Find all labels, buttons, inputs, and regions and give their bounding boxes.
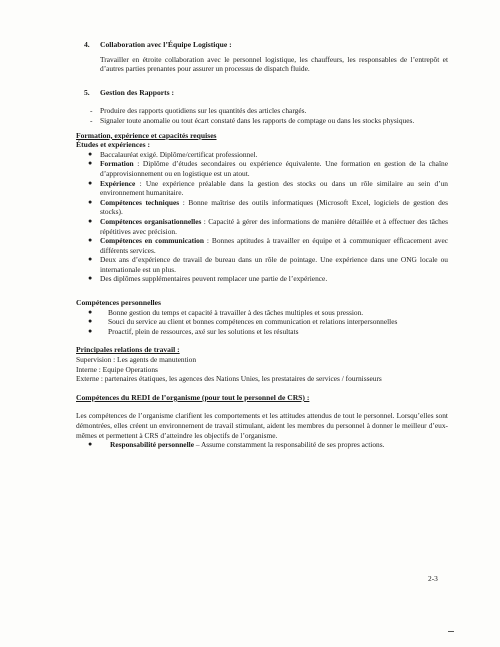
personal-skills-list xyxy=(88,308,448,337)
item-label: Responsabilité personnelle xyxy=(110,440,194,450)
bullet-icon: ● xyxy=(88,149,93,158)
item-text: : Diplôme d’études secondaires ou expérience équivalente. Une formation en gestion de la chaîne d’approvisionnement ou en logistique est un atout. xyxy=(100,159,448,178)
section-5-title: Gestion des Rapports : xyxy=(100,87,175,97)
bullet-icon: ● xyxy=(88,216,93,225)
formation-list xyxy=(88,150,448,284)
relations-line: Interne : Equipe Operations xyxy=(76,364,158,374)
relations-line: Externe : partenaires étatiques, les agences des Nations Unies, les prestataires de services / fournisseurs xyxy=(76,374,382,384)
bullet-icon: ● xyxy=(88,255,93,264)
list-item xyxy=(88,150,448,160)
list-item xyxy=(88,274,448,284)
item-text: Baccalauréat exigé. Diplôme/certificat professionnel. xyxy=(100,149,258,159)
list-item xyxy=(88,327,448,337)
item-text: – Assume constamment la responsabilité de ses propres actions. xyxy=(193,440,385,450)
list-item xyxy=(88,317,448,327)
item-text: Deux ans d’expérience de travail de bureau dans un rôle de pointage. Une expérience dans une ONG locale ou internationale est un plus. xyxy=(100,255,448,274)
list-item-text: Signaler toute anomalie ou tout écart constaté dans les rapports de comptage ou dans les stocks physiques. xyxy=(100,115,415,125)
list-item xyxy=(90,116,448,126)
bullet-icon: ● xyxy=(88,178,93,187)
bullet-icon: ● xyxy=(88,440,93,449)
page-number: 2-3 xyxy=(428,574,438,583)
item-label: Compétences en communication xyxy=(100,236,204,246)
section-5-number: 5. xyxy=(84,87,90,97)
item-text: : Une expérience préalable dans la gestion des stocks ou dans un rôle similaire au sein d’un environnement humanitaire. xyxy=(100,178,448,198)
redi-title: Compétences du REDI de l’organisme (pour tout le personnel de CRS) : xyxy=(76,392,310,402)
list-item xyxy=(88,440,448,450)
item-label: Expérience xyxy=(100,178,136,188)
relations-line: Supervision : Les agents de manutention xyxy=(76,355,197,365)
section-4-heading xyxy=(84,40,448,50)
bullet-icon: ● xyxy=(88,326,93,335)
section-5-list xyxy=(90,106,448,125)
bullet-icon: ● xyxy=(88,307,93,316)
list-item xyxy=(88,236,448,255)
list-item-text: Bonne gestion du temps et capacité à travailler à des tâches multiples et sous pression. xyxy=(108,307,364,317)
list-item-text: Souci du service au client et bonnes compétences en communication et relations interpersonnelles xyxy=(108,317,398,327)
section-5-heading xyxy=(84,88,448,98)
bullet-icon: ● xyxy=(88,236,93,245)
section-4-number: 4. xyxy=(84,40,90,49)
list-item-text: Produire des rapports quotidiens sur les quantités des articles chargés. xyxy=(100,106,307,116)
personal-skills-title: Compétences personnelles xyxy=(76,298,161,308)
list-item xyxy=(90,106,448,116)
list-item xyxy=(88,179,448,198)
item-text: : Bonnes aptitudes à travailler en équipe et à communiquer efficacement avec différents services. xyxy=(100,236,448,255)
list-item xyxy=(88,255,448,274)
dash-marker: - xyxy=(90,106,93,116)
item-text: Des diplômes supplémentaires peuvent remplacer une partie de l’expérience. xyxy=(100,274,328,284)
item-text: : Capacité à gérer des informations de manière détaillée et à effectuer des tâches répétitives avec précision. xyxy=(100,216,448,236)
item-label: Compétences organisationnelles xyxy=(100,216,202,226)
redi-list xyxy=(88,440,448,450)
dash-marker: - xyxy=(90,115,93,125)
relations-title: Principales relations de travail : xyxy=(76,345,180,355)
list-item xyxy=(88,198,448,217)
bullet-icon: ● xyxy=(88,197,93,206)
list-item-text: Proactif, plein de ressources, axé sur les solutions et les résultats xyxy=(108,326,299,336)
section-4-text: Travailler en étroite collaboration avec le personnel logistique, les chauffeurs, les responsables de l’entrepôt et d’autres parties prenantes pour assurer un processus de dispatch fluide. xyxy=(100,54,448,74)
bullet-icon: ● xyxy=(88,159,93,168)
item-label: Formation xyxy=(100,159,134,169)
bullet-icon: ● xyxy=(88,317,93,326)
item-text: : Bonne maîtrise des outils informatiques (Microsoft Excel, logiciels de gestion des stocks). xyxy=(100,197,449,217)
formation-title: Formation, expérience et capacités requises xyxy=(76,130,217,140)
formation-subtitle: Études et expériences : xyxy=(76,140,151,150)
redi-text: Les compétences de l’organisme clarifient les comportements et les attitudes attendus de tout le personnel. Lorsqu’elles sont démontrées, elles créent un environnement de travail stimulant, aident les membres du personnel à donner le meilleur d’eux-mêmes et permettent à CRS d’atteindre les objectifs de l’organisme. xyxy=(76,411,448,440)
list-item xyxy=(88,159,448,178)
page-content xyxy=(76,40,448,450)
list-item xyxy=(88,217,448,236)
scan-artifact xyxy=(448,631,454,632)
list-item xyxy=(88,308,448,318)
item-label: Compétences techniques xyxy=(100,197,180,207)
section-4-title: Collaboration avec l’Équipe Logistique : xyxy=(100,40,232,49)
bullet-icon: ● xyxy=(88,274,93,283)
